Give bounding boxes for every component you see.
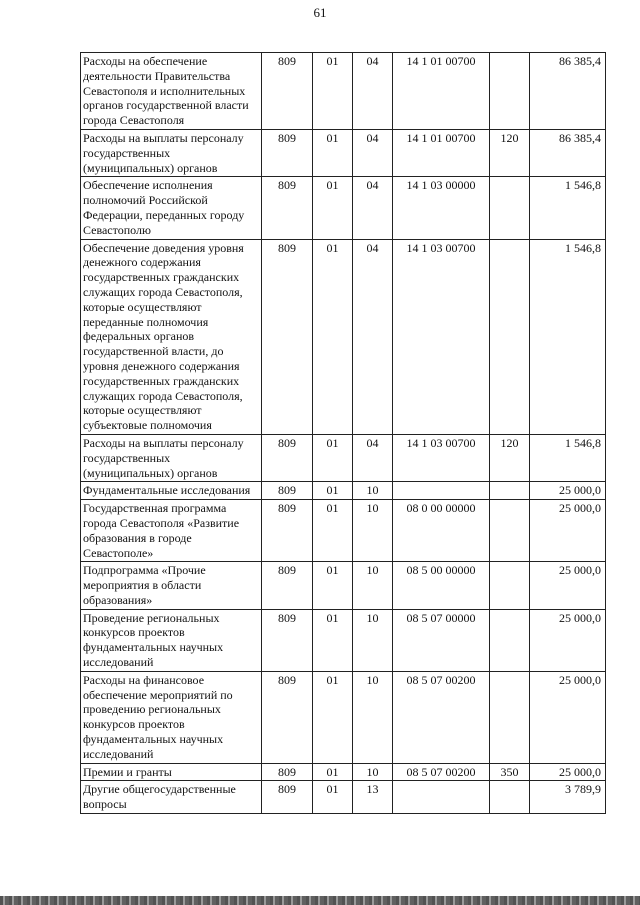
- section-code: 01: [313, 129, 353, 176]
- table-row: [81, 562, 606, 609]
- target-article-code: 08 5 07 00200: [393, 763, 490, 781]
- table-row: [81, 129, 606, 176]
- section-code: 01: [313, 671, 353, 763]
- row-name: Расходы на финансовое обеспечение мероприятий по проведению региональных конкурсов проектов фундаментальных научных исследований: [81, 671, 262, 763]
- row-name: Обеспечение исполнения полномочий Российской Федерации, переданных городу Севастополю: [81, 177, 262, 239]
- amount: 25 000,0: [530, 763, 606, 781]
- subsection-code: 04: [353, 177, 393, 239]
- target-article-code: 08 0 00 00000: [393, 500, 490, 562]
- ministry-code: 809: [262, 781, 313, 814]
- row-name: Обеспечение доведения уровня денежного содержания государственных гражданских служащих города Севастополя, которые осуществляют переданные полномочия федеральных органов государственной власти, до уровня денежного содержания государственных гражданских служащих города Севастополя, которые осуществляют субъектовые полномочия: [81, 239, 262, 434]
- amount: 86 385,4: [530, 129, 606, 176]
- subsection-code: 04: [353, 53, 393, 130]
- target-article-code: [393, 781, 490, 814]
- expense-kind-code: 120: [490, 129, 530, 176]
- expense-kind-code: [490, 177, 530, 239]
- table-row: [81, 671, 606, 763]
- section-code: 01: [313, 53, 353, 130]
- ministry-code: 809: [262, 482, 313, 500]
- ministry-code: 809: [262, 562, 313, 609]
- section-code: 01: [313, 562, 353, 609]
- table-row: [81, 53, 606, 130]
- expense-kind-code: [490, 671, 530, 763]
- amount: 25 000,0: [530, 500, 606, 562]
- row-name: Подпрограмма «Прочие мероприятия в области образования»: [81, 562, 262, 609]
- scan-bottom-edge: [0, 896, 640, 905]
- target-article-code: 14 1 01 00700: [393, 53, 490, 130]
- expense-kind-code: [490, 562, 530, 609]
- target-article-code: 14 1 03 00000: [393, 177, 490, 239]
- row-name: Расходы на обеспечение деятельности Правительства Севастополя и исполнительных органов государственной власти города Севастополя: [81, 53, 262, 130]
- amount: 3 789,9: [530, 781, 606, 814]
- target-article-code: 14 1 03 00700: [393, 239, 490, 434]
- expense-kind-code: [490, 609, 530, 671]
- target-article-code: [393, 482, 490, 500]
- table-row: [81, 434, 606, 481]
- table-row: [81, 763, 606, 781]
- amount: 1 546,8: [530, 239, 606, 434]
- row-name: Государственная программа города Севастополя «Развитие образования в городе Севастополе»: [81, 500, 262, 562]
- amount: 1 546,8: [530, 177, 606, 239]
- subsection-code: 10: [353, 500, 393, 562]
- table-row: [81, 239, 606, 434]
- section-code: 01: [313, 609, 353, 671]
- section-code: 01: [313, 434, 353, 481]
- expense-kind-code: [490, 482, 530, 500]
- target-article-code: 14 1 01 00700: [393, 129, 490, 176]
- subsection-code: 04: [353, 239, 393, 434]
- target-article-code: 08 5 07 00000: [393, 609, 490, 671]
- ministry-code: 809: [262, 53, 313, 130]
- expense-kind-code: 120: [490, 434, 530, 481]
- expense-kind-code: [490, 239, 530, 434]
- table-row: [81, 781, 606, 814]
- amount: 25 000,0: [530, 609, 606, 671]
- subsection-code: 10: [353, 562, 393, 609]
- amount: 86 385,4: [530, 53, 606, 130]
- expense-kind-code: [490, 500, 530, 562]
- amount: 1 546,8: [530, 434, 606, 481]
- table-row: [81, 500, 606, 562]
- ministry-code: 809: [262, 129, 313, 176]
- amount: 25 000,0: [530, 482, 606, 500]
- subsection-code: 10: [353, 609, 393, 671]
- expense-kind-code: [490, 781, 530, 814]
- budget-table: [80, 52, 606, 814]
- table-row: [81, 609, 606, 671]
- section-code: 01: [313, 500, 353, 562]
- row-name: Проведение региональных конкурсов проектов фундаментальных научных исследований: [81, 609, 262, 671]
- page-number: 61: [313, 5, 327, 20]
- row-name: Фундаментальные исследования: [81, 482, 262, 500]
- target-article-code: 08 5 07 00200: [393, 671, 490, 763]
- target-article-code: 14 1 03 00700: [393, 434, 490, 481]
- section-code: 01: [313, 177, 353, 239]
- table-row: [81, 482, 606, 500]
- row-name: Расходы на выплаты персоналу государственных (муниципальных) органов: [81, 129, 262, 176]
- amount: 25 000,0: [530, 671, 606, 763]
- table-row: [81, 177, 606, 239]
- ministry-code: 809: [262, 609, 313, 671]
- expense-kind-code: 350: [490, 763, 530, 781]
- subsection-code: 13: [353, 781, 393, 814]
- subsection-code: 04: [353, 434, 393, 481]
- row-name: Расходы на выплаты персоналу государственных (муниципальных) органов: [81, 434, 262, 481]
- ministry-code: 809: [262, 239, 313, 434]
- subsection-code: 10: [353, 482, 393, 500]
- target-article-code: 08 5 00 00000: [393, 562, 490, 609]
- ministry-code: 809: [262, 177, 313, 239]
- expense-kind-code: [490, 53, 530, 130]
- subsection-code: 04: [353, 129, 393, 176]
- section-code: 01: [313, 239, 353, 434]
- section-code: 01: [313, 482, 353, 500]
- section-code: 01: [313, 781, 353, 814]
- row-name: Другие общегосударственные вопросы: [81, 781, 262, 814]
- ministry-code: 809: [262, 434, 313, 481]
- ministry-code: 809: [262, 500, 313, 562]
- subsection-code: 10: [353, 671, 393, 763]
- amount: 25 000,0: [530, 562, 606, 609]
- subsection-code: 10: [353, 763, 393, 781]
- row-name: Премии и гранты: [81, 763, 262, 781]
- ministry-code: 809: [262, 671, 313, 763]
- section-code: 01: [313, 763, 353, 781]
- ministry-code: 809: [262, 763, 313, 781]
